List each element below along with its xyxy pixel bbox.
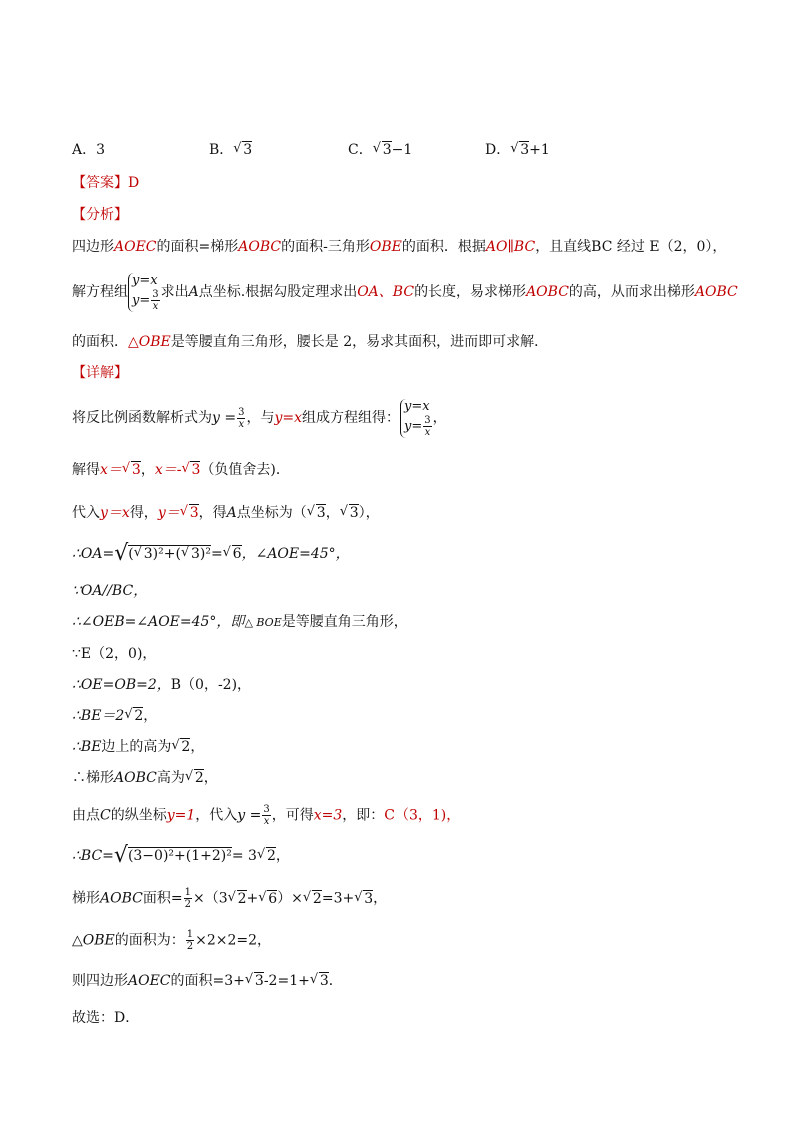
- analysis-line-3: 的面积．△OBE是等腰直角三角形，腰长是 2，易求其面积，进而即可求解．: [72, 334, 549, 350]
- detail-line-15: △OBE的面积为： $\frac{1}{2}$ ×2×2=2，: [72, 929, 272, 952]
- option-d: D．√ 3+1: [485, 140, 550, 160]
- detail-line-9: ∴BE＝2√ 2，: [72, 706, 157, 726]
- detail-line-13: ∴BC=√(3−0)²+(1+2)²= 3√ 2，: [72, 846, 290, 866]
- detail-line-1: 将反比例函数解析式为y = $\frac{3}{x}$ ，与y=x组成方程组得：y=x y= $\frac{3}{x}$ ，: [72, 398, 447, 438]
- detail-line-10: ∴BE边上的高为√ 2，: [72, 737, 204, 757]
- analysis-line-2: 解方程组y=x y= $\frac{3}{x}$ 求出A点坐标.根据勾股定理求出OA、BC的长度，易求梯形AOBC的高，从而求出梯形AOBC: [72, 272, 738, 312]
- option-c: C．√ 3−1: [348, 140, 412, 160]
- detail-line-7: ∵E（2，0)，: [72, 646, 157, 662]
- detail-line-12: 由点C的纵坐标y=1，代入y = $\frac{3}{x}$ ，可得x=3，即：C（3，1)，: [72, 804, 461, 827]
- detail-line-3: 代入y＝x得，y＝√ 3，得A点坐标为（√ 3，√ 3），: [72, 503, 380, 523]
- detail-heading: 【详解】: [72, 365, 128, 381]
- detail-line-2: 解得x＝√ 3，x＝-√ 3（负值舍去)．: [72, 460, 290, 480]
- option-a: A．3: [72, 142, 106, 158]
- option-b: B．√ 3: [209, 140, 252, 160]
- detail-line-6: ∴∠OEB=∠AOE=45°，即△ BOE是等腰直角三角形，: [72, 614, 408, 630]
- detail-line-5: ∵OA//BC，: [72, 583, 148, 599]
- detail-line-11: ∴梯形AOBC高为√ 2，: [72, 768, 218, 788]
- analysis-line-1: 四边形AOEC的面积=梯形AOBC的面积-三角形OBE的面积．根据AO∥BC，且直线BC 经过 E（2，0），: [72, 239, 727, 255]
- detail-line-14: 梯形AOBC面积= $\frac{1}{2}$ ×（3√ 2+√ 6）×√ 2=3+√ 3，: [72, 887, 387, 910]
- detail-line-16: 则四边形AOEC的面积=3+√ 3-2=1+√ 3．: [72, 971, 343, 991]
- answer-line: 【答案】D: [72, 175, 140, 191]
- detail-line-8: ∴OE=OB=2，B（0，-2)，: [72, 677, 252, 693]
- detail-line-4: ∴OA=√(√ 3)²+(√ 3)²=√ 6，∠AOE=45°，: [72, 544, 350, 564]
- analysis-heading: 【分析】: [72, 207, 128, 223]
- detail-line-17: 故选：D．: [72, 1010, 140, 1026]
